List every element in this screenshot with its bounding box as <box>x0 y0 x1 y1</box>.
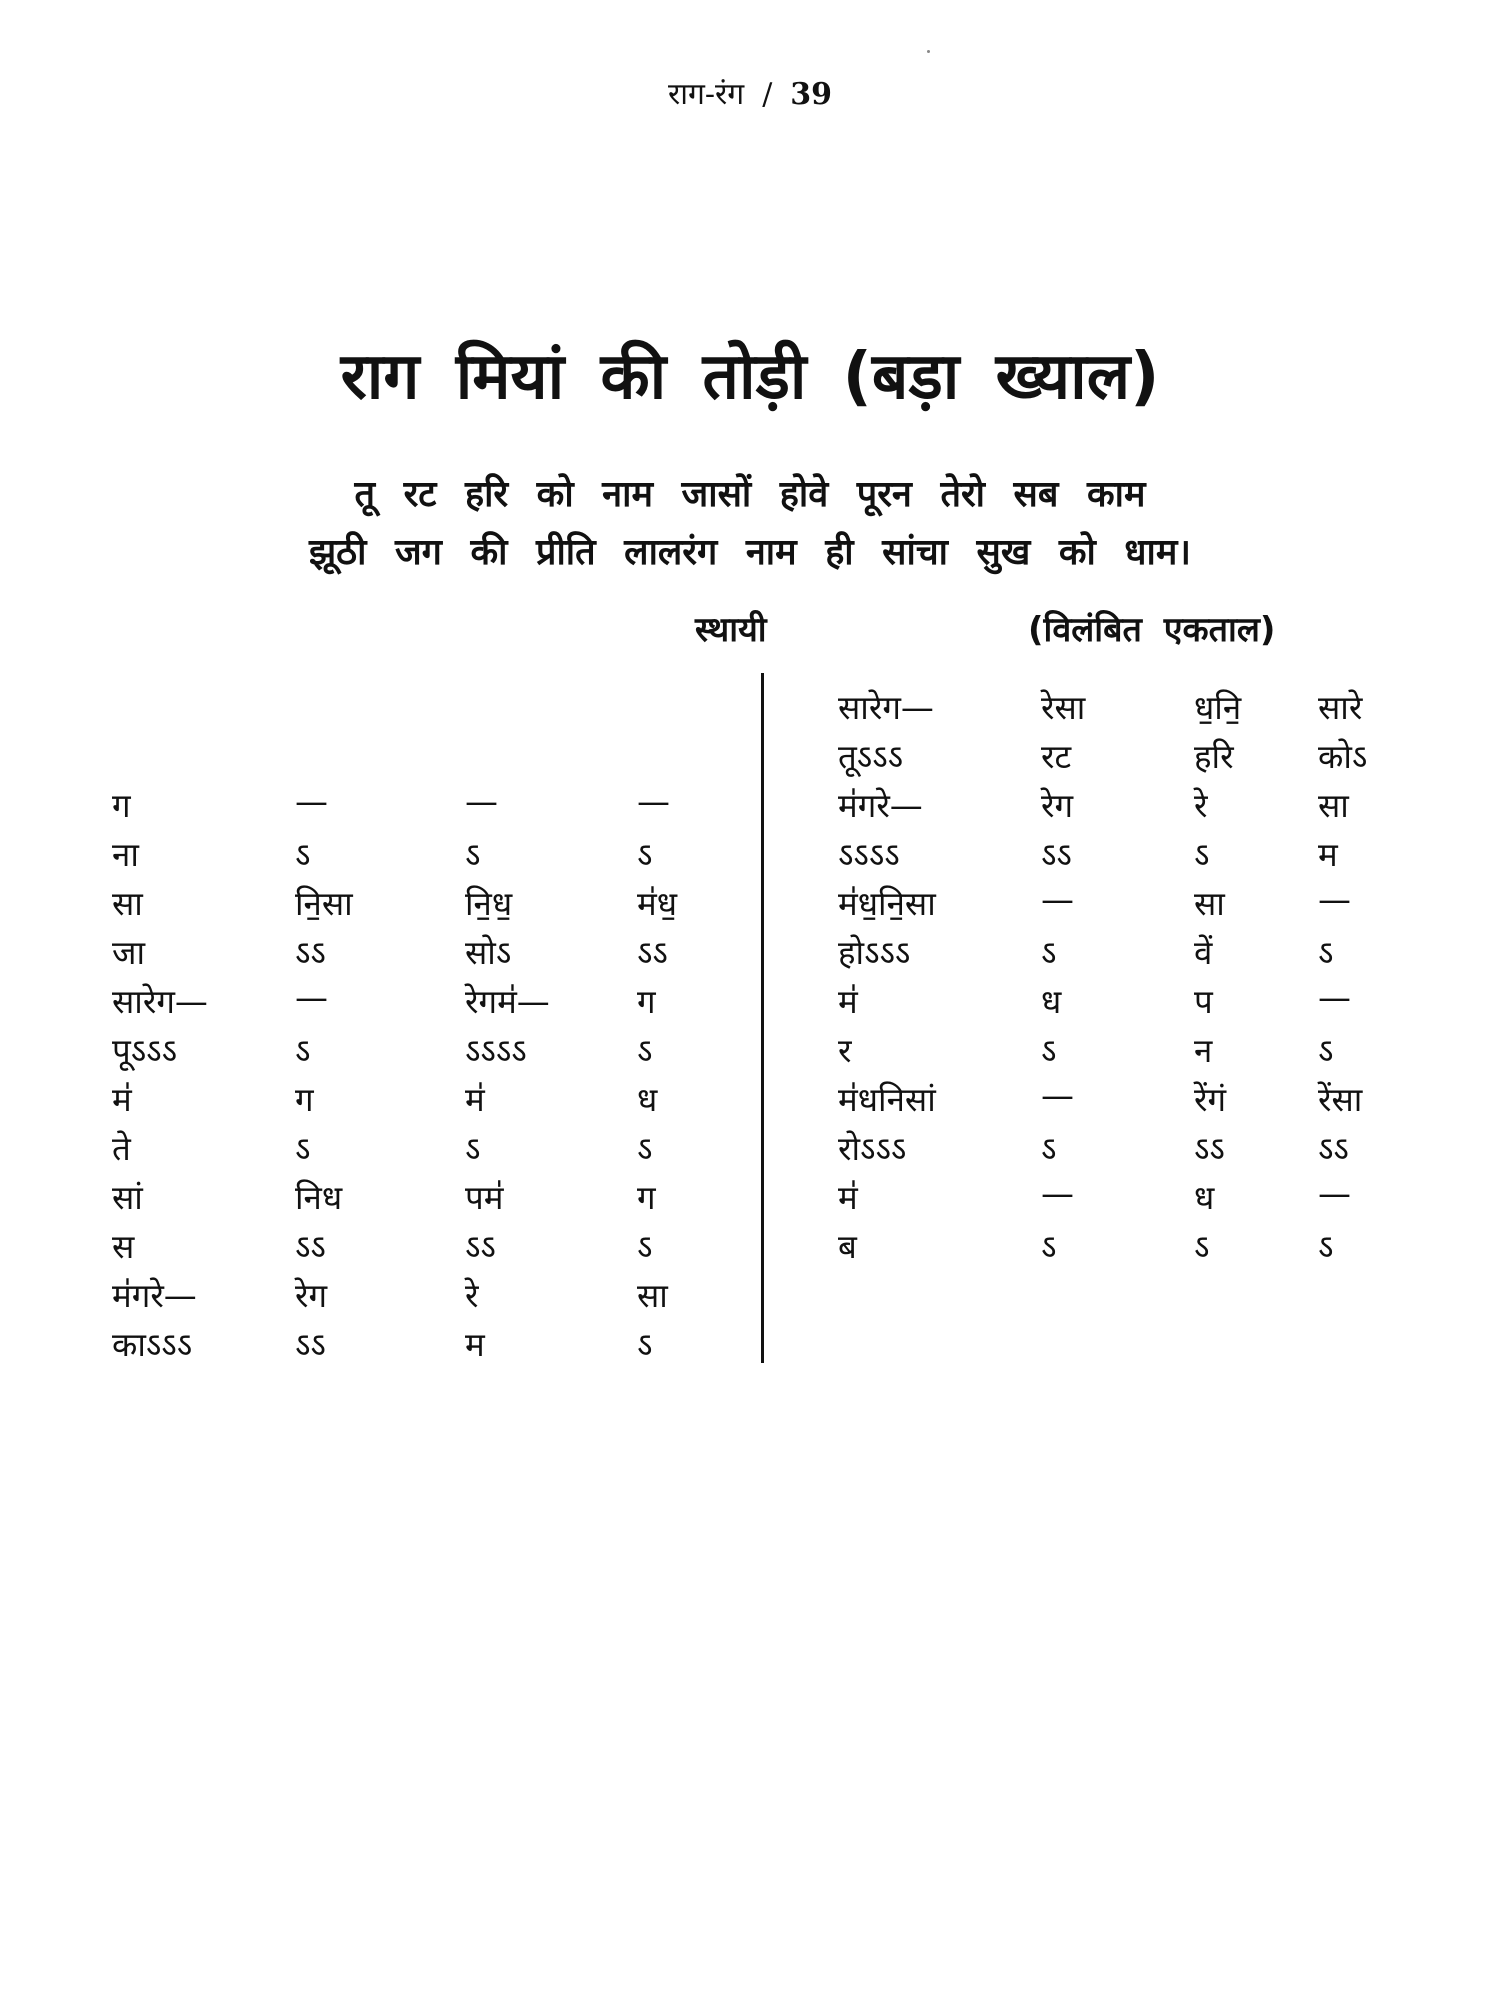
notation-right-cell: — <box>1318 978 1351 1017</box>
notation-left-cell: ग <box>295 1080 314 1119</box>
notation-right-cell: — <box>1041 1174 1074 1213</box>
notation-right-cell: — <box>1318 880 1351 919</box>
notation-right-cell: ब <box>838 1227 857 1266</box>
notation-right-cell: — <box>1318 1174 1351 1213</box>
notation-left-cell: ऽ <box>637 1031 653 1070</box>
notation-right-cell: न <box>1194 1031 1213 1070</box>
notation-left-cell: म <box>465 1325 485 1364</box>
notation-right-cell: रट <box>1041 737 1072 776</box>
notation-right-cell: ऽऽ <box>1041 835 1072 874</box>
lyric-line-1: तू रट हरि को नाम जासों होवे पूरन तेरो सब काम <box>354 474 1146 515</box>
notation-right-cell: कोऽ <box>1318 737 1368 776</box>
notation-left-cell: — <box>465 782 498 821</box>
notation-left-cell: — <box>295 978 328 1017</box>
notation-right-cell: ऽऽ <box>1318 1129 1349 1168</box>
notation-left-cell: ध <box>637 1080 658 1119</box>
notation-left-cell: ऽऽ <box>295 933 326 972</box>
notation-left-cell: जा <box>112 933 146 972</box>
notation-right-cell: प <box>1194 982 1213 1021</box>
notation-left-cell: स <box>112 1227 135 1266</box>
notation-left-cell: ऽऽ <box>295 1227 326 1266</box>
notation-left-cell: ग <box>637 1178 656 1217</box>
notation-left-cell: ऽऽऽऽ <box>465 1031 527 1070</box>
notation-left-cell: ऽ <box>295 835 311 874</box>
page-number: 39 <box>790 77 833 112</box>
notation-left-cell: रेग <box>295 1276 328 1315</box>
column-divider <box>761 673 764 1363</box>
notation-right-cell: सारेग— <box>838 688 934 727</box>
notation-right-cell: सा <box>1318 786 1349 825</box>
notation-left-cell: ऽ <box>637 1227 653 1266</box>
running-header <box>0 72 1500 113</box>
section-label: स्थायी <box>695 610 767 650</box>
notation-left-cell: रेगम॑— <box>465 982 550 1021</box>
notation-right-cell: सा <box>1194 884 1225 923</box>
notation-right-cell: ऽऽ <box>1194 1129 1225 1168</box>
notation-right-cell: ऽ <box>1318 1227 1334 1266</box>
raag-title: राग मियां की तोड़ी (बड़ा ख्याल) <box>340 340 1160 414</box>
notation-right-cell: रेंगं <box>1194 1080 1227 1119</box>
notation-left-cell: ग <box>637 982 656 1021</box>
notation-right-cell: रेसा <box>1041 688 1086 727</box>
notation-right-cell: ऽ <box>1318 933 1334 972</box>
notation-left-cell: नि॒सा <box>295 884 353 923</box>
notation-right-cell: ऽ <box>1041 933 1057 972</box>
notation-right-cell: ध <box>1194 1178 1215 1217</box>
notation-left-cell: ना <box>112 835 139 874</box>
lyric-line-2: झूठी जग की प्रीति लालरंग नाम ही सांचा सुख को धाम। <box>308 532 1192 573</box>
notation-left-cell: ऽ <box>637 1129 653 1168</box>
notation-right-cell: म॑ध॒नि॒सा <box>838 884 936 923</box>
notation-left-cell: म॑ध॒ <box>637 884 678 923</box>
notation-right-cell: म॑ <box>838 982 858 1021</box>
notation-left-cell: सारेग— <box>112 982 208 1021</box>
notation-left-cell: ऽ <box>465 1129 481 1168</box>
notation-left-cell: सा <box>637 1276 668 1315</box>
notation-left-cell: निध <box>295 1178 343 1217</box>
notation-left-cell: ऽ <box>295 1031 311 1070</box>
notation-left-cell: पूऽऽऽ <box>112 1031 177 1070</box>
notation-left-cell: ऽ <box>637 1325 653 1364</box>
notation-right-cell: होऽऽऽ <box>838 933 911 972</box>
notation-right-cell: म॑धनिसां <box>838 1080 936 1119</box>
notation-right-cell: वें <box>1194 933 1213 972</box>
notation-left-cell: ग <box>112 786 131 825</box>
notation-left-cell: सोऽ <box>465 933 512 972</box>
notation-left-cell: — <box>295 782 328 821</box>
notation-right-cell: ऽ <box>1318 1031 1334 1070</box>
notation-right-cell: तूऽऽऽ <box>838 737 904 776</box>
notation-left-cell: नि॒ध॒ <box>465 884 513 923</box>
notation-right-cell: ध <box>1041 982 1062 1021</box>
notation-left-cell: रे <box>465 1276 479 1315</box>
notation-right-cell: र <box>838 1031 852 1070</box>
notation-left-cell: ऽऽ <box>637 933 668 972</box>
notation-right-cell: रेग <box>1041 786 1074 825</box>
notation-right-cell: ऽ <box>1194 835 1210 874</box>
notation-right-cell: ऽ <box>1041 1031 1057 1070</box>
notation-right-cell: — <box>1041 1076 1074 1115</box>
notation-left-cell: म॑ <box>465 1080 485 1119</box>
notation-left-cell: ऽ <box>295 1129 311 1168</box>
notation-left-cell: ते <box>112 1129 131 1168</box>
notation-left-cell: ऽ <box>465 835 481 874</box>
notation-right-cell: — <box>1041 880 1074 919</box>
notation-left-cell: सां <box>112 1178 143 1217</box>
notation-left-cell: ऽऽ <box>465 1227 496 1266</box>
notation-right-cell: रे <box>1194 786 1208 825</box>
notation-right-cell: ऽ <box>1194 1227 1210 1266</box>
scan-speck <box>927 50 930 53</box>
notation-right-cell: रोऽऽऽ <box>838 1129 907 1168</box>
notation-right-cell: हरि <box>1194 737 1234 776</box>
notation-right-cell: सारे <box>1318 688 1363 727</box>
notation-left-cell: सा <box>112 884 143 923</box>
header-separator: / <box>762 77 773 112</box>
notation-right-cell: रेंसा <box>1318 1080 1363 1119</box>
notation-right-cell: ऽ <box>1041 1129 1057 1168</box>
notation-left-cell: म॑ <box>112 1080 132 1119</box>
notation-left-cell: — <box>637 782 670 821</box>
notation-right-cell: ऽ <box>1041 1227 1057 1266</box>
notation-left-cell: काऽऽऽ <box>112 1325 193 1364</box>
notation-right-cell: म <box>1318 835 1338 874</box>
book-title: राग-रंग <box>667 77 745 112</box>
taal-label: (विलंबित एकताल) <box>1028 610 1276 650</box>
notation-right-cell: ध॒नि॒ <box>1194 688 1242 727</box>
notation-right-cell: म॑गरे— <box>838 786 923 825</box>
notation-left-cell: ऽ <box>637 835 653 874</box>
notation-left-cell: पम॑ <box>465 1178 504 1217</box>
notation-left-cell: म॑गरे— <box>112 1276 197 1315</box>
notation-right-cell: म॑ <box>838 1178 858 1217</box>
notation-left-cell: ऽऽ <box>295 1325 326 1364</box>
notation-right-cell: ऽऽऽऽ <box>838 835 900 874</box>
